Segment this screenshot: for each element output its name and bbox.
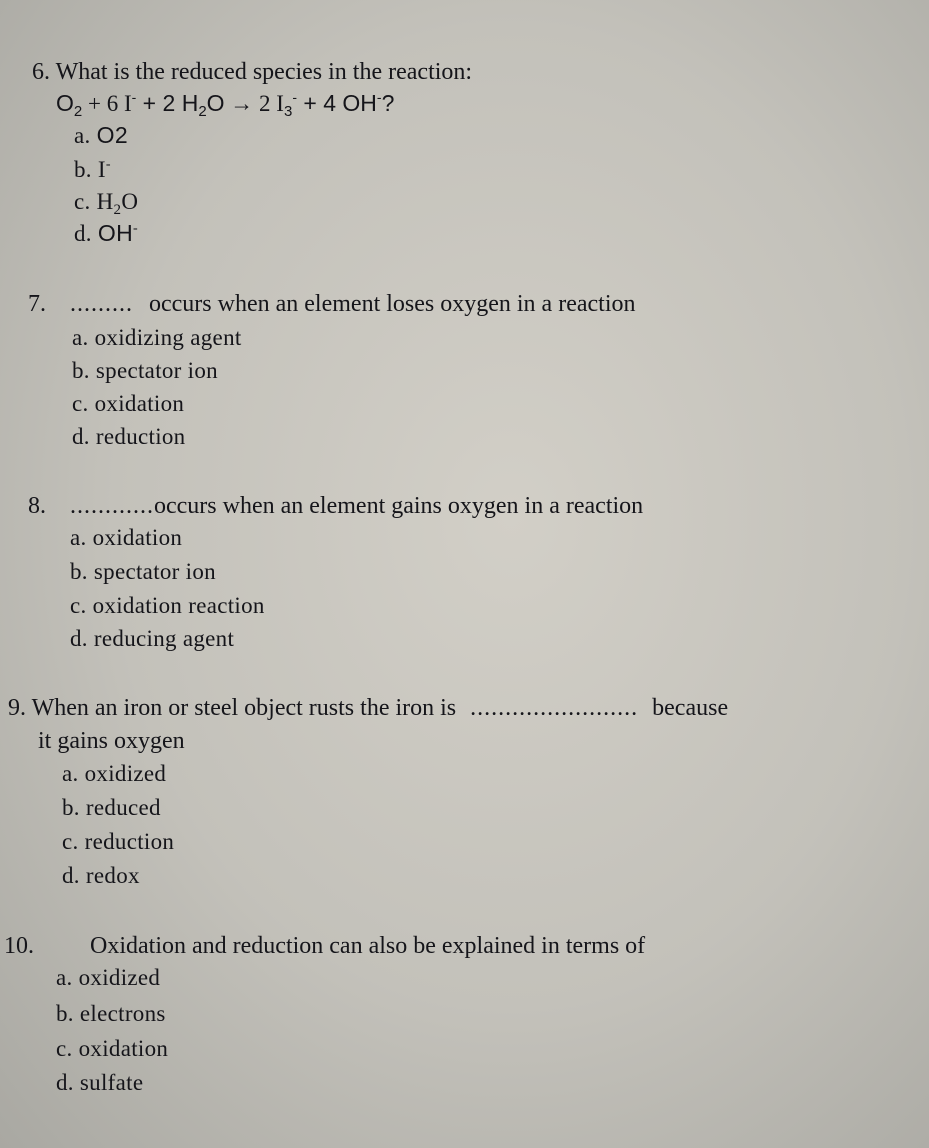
option-8d[interactable]: d. reducing agent — [70, 626, 235, 651]
option-9c[interactable]: c. reduction — [62, 829, 175, 854]
option-9a[interactable]: a. oxidized — [62, 761, 167, 786]
option-6a[interactable]: a. O2 — [74, 122, 128, 148]
option-7b[interactable]: b. spectator ion — [72, 358, 218, 383]
question-10-prompt — [4, 934, 645, 958]
option-10d[interactable]: d. sulfate — [56, 1070, 144, 1095]
question-text: Oxidation and reduction can also be explained in terms of — [90, 933, 646, 959]
option-9d[interactable]: d. redox — [62, 863, 140, 888]
question-9-prompt — [8, 696, 728, 720]
question-8-prompt — [28, 494, 643, 518]
option-8c[interactable]: c. oxidation reaction — [70, 593, 265, 618]
answer-blank[interactable]: ............ — [70, 493, 154, 519]
option-8a[interactable]: a. oxidation — [70, 525, 183, 550]
answer-blank[interactable]: ........................ — [470, 695, 639, 721]
question-7-prompt — [28, 292, 636, 316]
option-6b[interactable]: b. I- — [74, 157, 111, 182]
question-number: 8. — [28, 493, 46, 519]
option-7d[interactable]: d. reduction — [72, 424, 186, 449]
option-8b[interactable]: b. spectator ion — [70, 559, 216, 584]
option-6c[interactable]: c. $H_2O$ — [74, 189, 139, 218]
question-6-equation: $O_2 + 6$ I- + 2 $H_2O \to 2$ $I_3^- + 4$ OH-? — [56, 89, 395, 120]
answer-blank[interactable]: ......... — [70, 291, 133, 317]
option-9b[interactable]: b. reduced — [62, 795, 161, 820]
question-9-prompt-line2: it gains oxygen — [38, 728, 185, 754]
option-7a[interactable]: a. oxidizing agent — [72, 325, 242, 350]
question-number: 10. — [4, 933, 34, 959]
question-6-prompt — [32, 60, 472, 84]
question-text: What is the reduced species in the reaction: — [55, 59, 473, 85]
option-7c[interactable]: c. oxidation — [72, 391, 185, 416]
question-text-end: because — [652, 695, 729, 721]
question-text: occurs when an element gains oxygen in a reaction — [154, 493, 644, 519]
option-10c[interactable]: c. oxidation — [56, 1036, 169, 1061]
question-number: 9. — [8, 695, 26, 721]
question-number: 7. — [28, 291, 46, 317]
question-text: When an iron or steel object rusts the iron is — [31, 695, 457, 721]
question-text: occurs when an element loses oxygen in a reaction — [149, 291, 636, 317]
option-10a[interactable]: a. oxidized — [56, 965, 161, 990]
question-number: 6. — [32, 59, 50, 85]
option-10b[interactable]: b. electrons — [56, 1001, 166, 1026]
option-6d[interactable]: d. OH- — [74, 220, 138, 246]
